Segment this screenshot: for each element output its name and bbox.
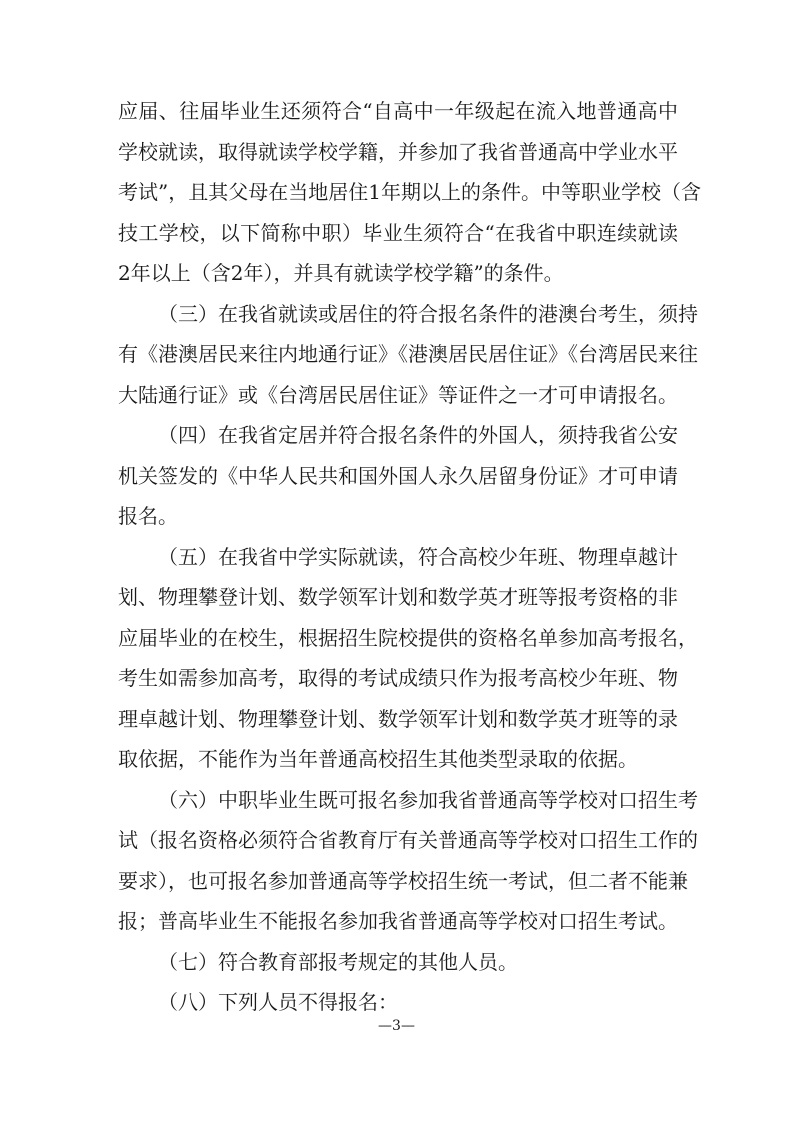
paragraph-8-line: （八）下列人员不得报名：: [158, 990, 398, 1014]
paragraph-4-line: 报名。: [118, 504, 178, 528]
paragraph-3-line: （三）在我省就读或居住的符合报名条件的港澳台考生，须持: [158, 301, 698, 326]
paragraph-3-line: 有《港澳居民来往内地通行证》《港澳居民居住证》《台湾居民来往: [118, 342, 698, 366]
text-line: 考试”，且其父母在当地居住1年期以上的条件。中等职业学校（含: [118, 180, 701, 204]
paragraph-6-line: （六）中职毕业生既可报名参加我省普通高等学校对口招生考: [158, 787, 698, 812]
text-line: 学校就读，取得就读学校学籍，并参加了我省普通高中学业水平: [118, 139, 678, 164]
paragraph-5-line: 考生如需参加高考，取得的考试成绩只作为报考高校少年班、物: [118, 666, 678, 690]
paragraph-4-line: 机关签发的《中华人民共和国外国人永久居留身份证》才可申请: [118, 463, 678, 488]
paragraph-5-line: 划、物理攀登计划、数学领军计划和数学英才班等报考资格的非: [118, 585, 678, 609]
paragraph-5-line: 应届毕业的在校生，根据招生院校提供的资格名单参加高考报名，: [118, 625, 698, 650]
text-line: 技工学校，以下简称中职）毕业生须符合“在我省中职连续就读: [118, 220, 678, 245]
paragraph-3-line: 大陆通行证》或《台湾居民居住证》等证件之一才可申请报名。: [118, 382, 678, 407]
paragraph-4-line: （四）在我省定居并符合报名条件的外国人，须持我省公安: [158, 423, 678, 447]
text-line: 2年以上（含2年），并具有就读学校学籍”的条件。: [118, 261, 564, 285]
paragraph-5-line: （五）在我省中学实际就读，符合高校少年班、物理卓越计: [158, 544, 678, 569]
paragraph-7-line: （七）符合教育部报考规定的其他人员。: [158, 949, 518, 974]
text-line: 应届、往届毕业生还须符合“自高中一年级起在流入地普通高中: [118, 99, 678, 123]
paragraph-6-line: 要求），也可报名参加普通高等学校招生统一考试，但二者不能兼: [118, 868, 688, 893]
document-body: [118, 91, 701, 1023]
page-number: —3—: [378, 1018, 415, 1034]
paragraph-6-line: 报；普高毕业生不能报名参加我省普通高等学校对口招生考试。: [118, 909, 678, 933]
paragraph-6-line: 试（报名资格必须符合省教育厅有关普通高等学校对口招生工作的: [118, 828, 698, 852]
paragraph-5-line: 取依据，不能作为当年普通高校招生其他类型录取的依据。: [118, 747, 638, 771]
paragraph-5-line: 理卓越计划、物理攀登计划、数学领军计划和数学英才班等的录: [118, 706, 678, 731]
